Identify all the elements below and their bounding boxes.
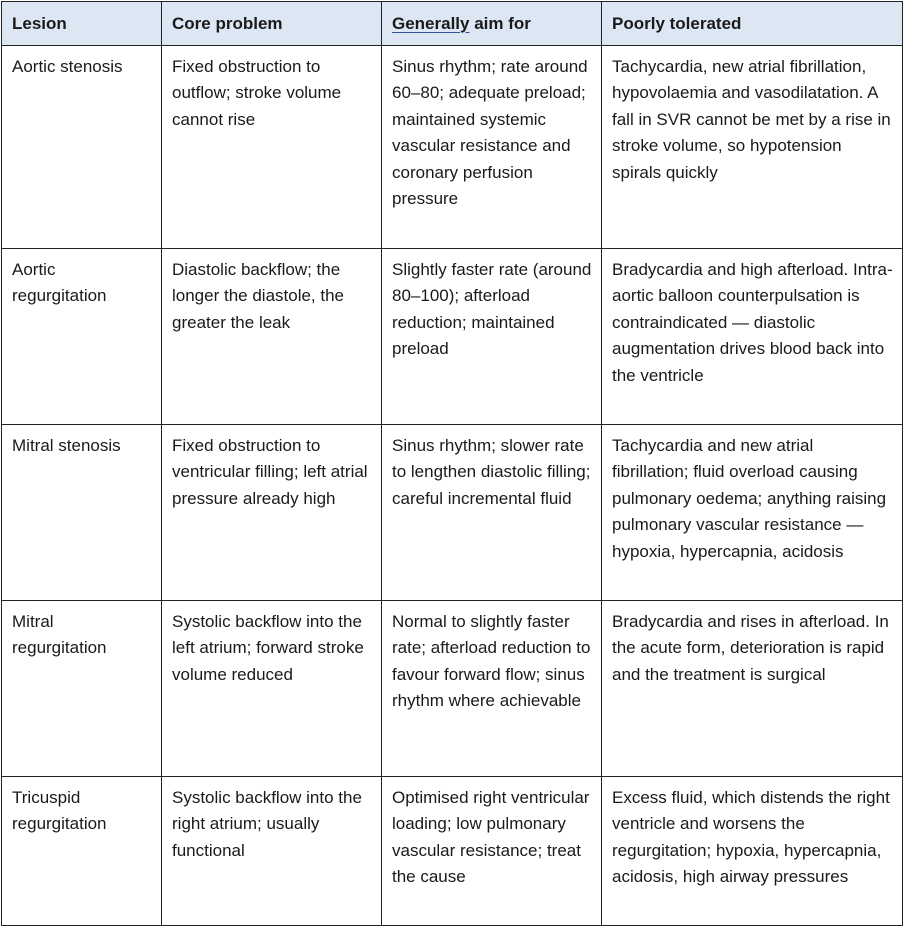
table-header <box>2 2 903 46</box>
cell-lesion: Aortic regurgitation <box>2 248 162 424</box>
header-aim-for <box>382 2 602 46</box>
header-poorly-tolerated: Poorly tolerated <box>602 2 903 46</box>
cell-poorly-tolerated: Excess fluid, which distends the right ventricle and worsens the regurgitation; hypoxia, hypercapnia, acidosis, high airway pressures <box>602 776 903 925</box>
header-aim-for-underlined-word: Generally <box>392 14 470 33</box>
cell-poorly-tolerated: Tachycardia, new atrial fibrillation, hypovolaemia and vasodilatation. A fall in SVR cannot be met by a rise in stroke volume, so hypotension spirals quickly <box>602 45 903 248</box>
cell-poorly-tolerated: Bradycardia and high afterload. Intra-aortic balloon counterpulsation is contraindicated — diastolic augmentation drives blood back into the ventricle <box>602 248 903 424</box>
table-row <box>2 424 903 600</box>
cell-aim-for: Sinus rhythm; slower rate to lengthen diastolic filling; careful incremental fluid <box>382 424 602 600</box>
cell-aim-for: Slightly faster rate (around 80–100); afterload reduction; maintained preload <box>382 248 602 424</box>
table-row <box>2 45 903 248</box>
cell-lesion: Tricuspid regurgitation <box>2 776 162 925</box>
table-row <box>2 248 903 424</box>
cell-lesion: Aortic stenosis <box>2 45 162 248</box>
cell-core-problem: Systolic backflow into the right atrium; usually functional <box>162 776 382 925</box>
cell-aim-for: Normal to slightly faster rate; afterload reduction to favour forward flow; sinus rhythm where achievable <box>382 600 602 776</box>
cell-poorly-tolerated: Tachycardia and new atrial fibrillation; fluid overload causing pulmonary oedema; anything raising pulmonary vascular resistance — hypoxia, hypercapnia, acidosis <box>602 424 903 600</box>
table-row <box>2 776 903 925</box>
header-row <box>2 2 903 46</box>
cell-core-problem: Fixed obstruction to outflow; stroke volume cannot rise <box>162 45 382 248</box>
header-core-problem: Core problem <box>162 2 382 46</box>
cell-aim-for: Sinus rhythm; rate around 60–80; adequate preload; maintained systemic vascular resistance and coronary perfusion pressure <box>382 45 602 248</box>
header-lesion: Lesion <box>2 2 162 46</box>
table-row <box>2 600 903 776</box>
header-aim-for-rest: aim for <box>469 14 531 33</box>
cell-poorly-tolerated: Bradycardia and rises in afterload. In the acute form, deterioration is rapid and the treatment is surgical <box>602 600 903 776</box>
cell-core-problem: Systolic backflow into the left atrium; forward stroke volume reduced <box>162 600 382 776</box>
cell-lesion: Mitral regurgitation <box>2 600 162 776</box>
valve-lesion-table <box>1 1 903 926</box>
cell-aim-for: Optimised right ventricular loading; low pulmonary vascular resistance; treat the cause <box>382 776 602 925</box>
cell-lesion: Mitral stenosis <box>2 424 162 600</box>
cell-core-problem: Diastolic backflow; the longer the diastole, the greater the leak <box>162 248 382 424</box>
table-body <box>2 45 903 925</box>
cell-core-problem: Fixed obstruction to ventricular filling; left atrial pressure already high <box>162 424 382 600</box>
